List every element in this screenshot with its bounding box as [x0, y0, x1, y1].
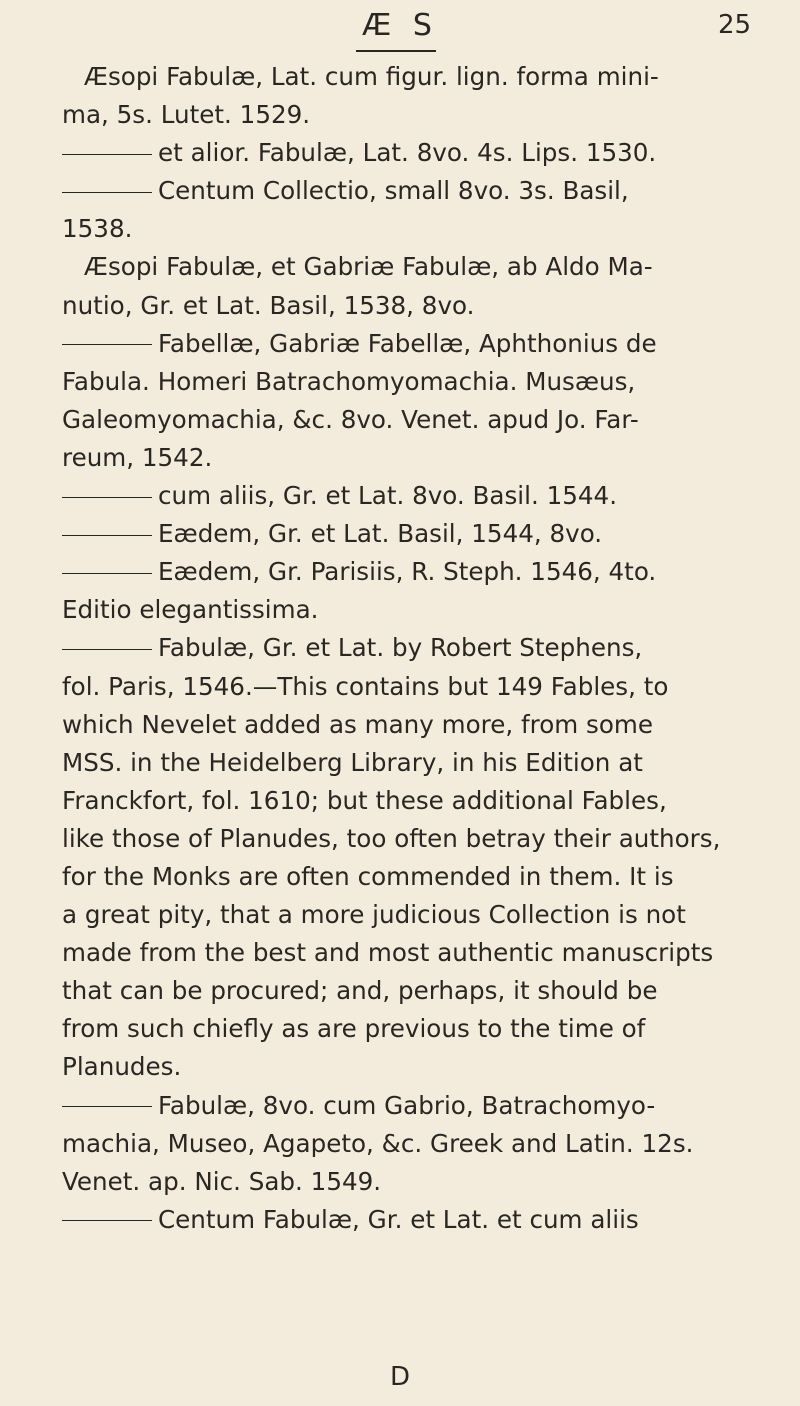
entry-line-text: Franckfort, fol. 1610; but these additional Fables,: [62, 785, 667, 815]
entry-line-text: Æsopi Fabulæ, et Gabriæ Fabulæ, ab Aldo Ma-: [84, 252, 653, 282]
ditto-dash: [62, 1106, 152, 1107]
entry-line-text: Fabulæ, 8vo. cum Gabrio, Batrachomyo-: [158, 1090, 656, 1120]
entry-line: [62, 1201, 762, 1239]
entry-line: [62, 58, 762, 96]
entry-line-text: Eædem, Gr. Parisiis, R. Steph. 1546, 4to.: [158, 557, 657, 587]
entry-line: [62, 210, 762, 248]
catalogue-entry: [62, 58, 762, 134]
entry-line-text: from such chiefly as are previous to the time of: [62, 1014, 646, 1044]
entry-line-text: Centum Collectio, small 8vo. 3s. Basil,: [158, 176, 629, 206]
ditto-dash: [62, 154, 152, 155]
entry-line: [62, 439, 762, 477]
entry-line: [62, 782, 762, 820]
entry-line: [62, 858, 762, 896]
entry-line: [62, 363, 762, 401]
catalogue-entry: [62, 1201, 762, 1239]
entry-line-text: which Nevelet added as many more, from some: [62, 709, 653, 739]
page-number: 25: [718, 10, 752, 40]
entry-line-text: Fabula. Homeri Batrachomyomachia. Musæus,: [62, 366, 636, 396]
running-head: Æ S: [362, 8, 438, 43]
entry-line: [62, 1087, 762, 1125]
catalogue-entry: [62, 477, 762, 515]
entry-line-text: Venet. ap. Nic. Sab. 1549.: [62, 1166, 382, 1196]
entry-line-text: Planudes.: [62, 1052, 182, 1082]
entry-line: [62, 1048, 762, 1086]
entry-line-text: for the Monks are often commended in them. It is: [62, 861, 674, 891]
catalogue-entries: [62, 58, 762, 1239]
header-rule: [356, 50, 436, 52]
entry-line-text: Editio elegantissima.: [62, 595, 319, 625]
ditto-dash: [62, 497, 152, 498]
entry-line: [62, 1163, 762, 1201]
entry-line-text: nutio, Gr. et Lat. Basil, 1538, 8vo.: [62, 290, 475, 320]
entry-line: [62, 1125, 762, 1163]
catalogue-entry: [62, 1087, 762, 1201]
catalogue-entry: [62, 515, 762, 553]
ditto-dash: [62, 1220, 152, 1221]
entry-line: [62, 934, 762, 972]
catalogue-entry: [62, 172, 762, 248]
catalogue-entry: [62, 629, 762, 1086]
entry-line-text: Centum Fabulæ, Gr. et Lat. et cum aliis: [158, 1204, 639, 1234]
page-header: [0, 8, 800, 58]
entry-line: [62, 248, 762, 286]
entry-line: [62, 134, 762, 172]
entry-line: [62, 96, 762, 134]
entry-line-text: Æsopi Fabulæ, Lat. cum figur. lign. forma mini-: [84, 62, 659, 91]
entry-line-text: Eædem, Gr. et Lat. Basil, 1544, 8vo.: [158, 519, 603, 549]
ditto-dash: [62, 535, 152, 536]
entry-line-text: MSS. in the Heidelberg Library, in his Edition at: [62, 747, 643, 777]
entry-line: [62, 820, 762, 858]
catalogue-entry: [62, 248, 762, 324]
catalogue-entry: [62, 134, 762, 172]
entry-line-text: Fabellæ, Gabriæ Fabellæ, Aphthonius de: [158, 328, 657, 358]
entry-line: [62, 401, 762, 439]
entry-line-text: et alior. Fabulæ, Lat. 8vo. 4s. Lips. 1530.: [158, 138, 657, 168]
entry-line-text: Galeomyomachia, &c. 8vo. Venet. apud Jo. Far-: [62, 404, 639, 434]
entry-line: [62, 325, 762, 363]
catalogue-entry: [62, 325, 762, 477]
entry-line: [62, 553, 762, 591]
entry-line-text: ma, 5s. Lutet. 1529.: [62, 100, 311, 130]
entry-line-text: fol. Paris, 1546.—This contains but 149 Fables, to: [62, 671, 669, 701]
entry-line: [62, 896, 762, 934]
entry-line-text: that can be procured; and, perhaps, it should be: [62, 976, 658, 1006]
entry-line: [62, 668, 762, 706]
ditto-dash: [62, 573, 152, 574]
entry-line-text: like those of Planudes, too often betray their authors,: [62, 823, 721, 853]
entry-line: [62, 515, 762, 553]
entry-line-text: cum aliis, Gr. et Lat. 8vo. Basil. 1544.: [158, 481, 618, 511]
entry-line: [62, 1010, 762, 1048]
entry-line-text: made from the best and most authentic manuscripts: [62, 938, 714, 968]
entry-line: [62, 972, 762, 1010]
entry-line: [62, 591, 762, 629]
entry-line: [62, 172, 762, 210]
entry-line: [62, 629, 762, 667]
signature-mark: D: [389, 1362, 411, 1392]
entry-line: [62, 744, 762, 782]
entry-line-text: reum, 1542.: [62, 442, 213, 472]
ditto-dash: [62, 649, 152, 650]
entry-line-text: 1538.: [62, 214, 133, 244]
entry-line: [62, 706, 762, 744]
entry-line: [62, 287, 762, 325]
entry-line: [62, 477, 762, 515]
entry-line-text: Fabulæ, Gr. et Lat. by Robert Stephens,: [158, 633, 643, 663]
entry-line-text: machia, Museo, Agapeto, &c. Greek and Latin. 12s.: [62, 1128, 694, 1158]
ditto-dash: [62, 344, 152, 345]
catalogue-entry: [62, 553, 762, 629]
entry-line-text: a great pity, that a more judicious Collection is not: [62, 900, 686, 930]
ditto-dash: [62, 192, 152, 193]
